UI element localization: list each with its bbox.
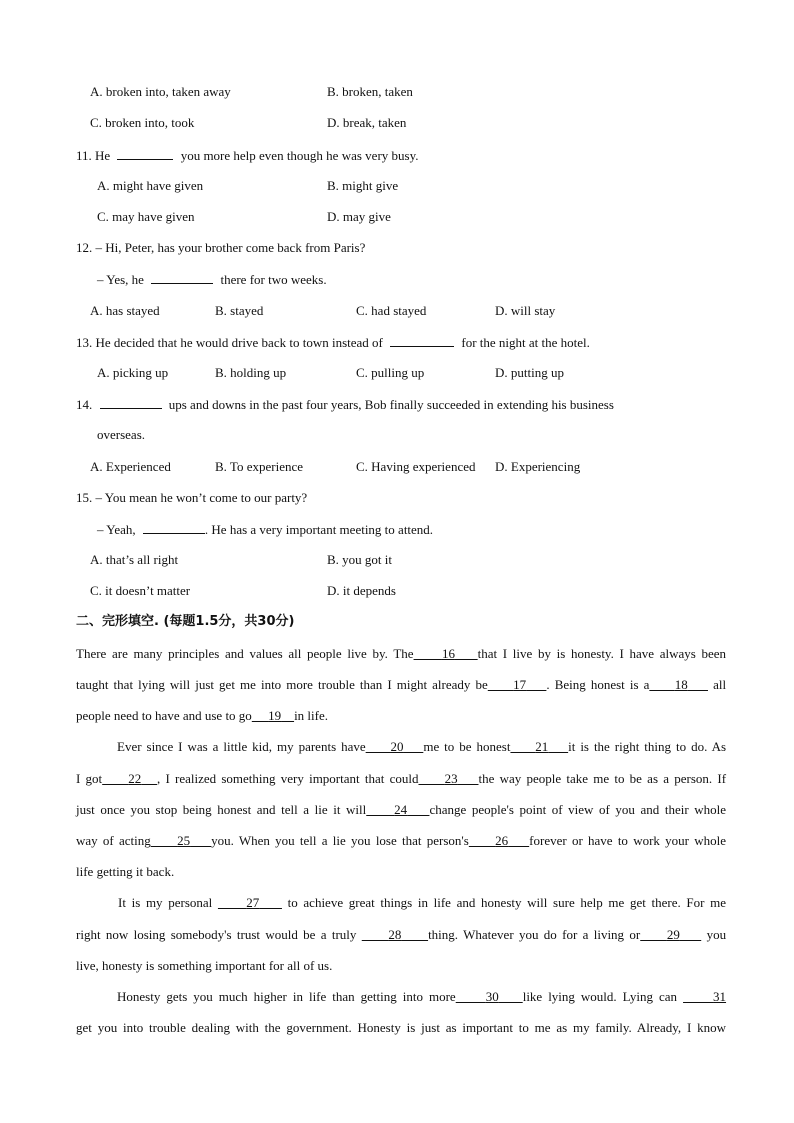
passage-text: you xyxy=(706,927,727,942)
q15-option-c: C. it doesn’t matter xyxy=(90,583,191,598)
blank-23 xyxy=(418,771,478,786)
q13-option-a: A. picking up xyxy=(97,365,169,380)
q12-response-pre: – Yes, he xyxy=(97,272,144,287)
q11-option-c: C. may have given xyxy=(97,209,195,224)
passage-text: it is the right thing to do. As xyxy=(568,739,727,754)
blank-20-number: 20 xyxy=(390,739,404,754)
blank-29-number: 29 xyxy=(666,927,680,942)
passage-text: the way people take me to be as a person. If xyxy=(478,771,727,786)
passage-text: way of acting xyxy=(76,833,151,848)
passage-p3-line3: live, honesty is something important for all of us. xyxy=(76,958,333,973)
passage-text: me to be honest xyxy=(423,739,511,754)
blank-18-number: 18 xyxy=(674,677,688,692)
passage-text: in life. xyxy=(294,708,328,723)
passage-text: . Being honest is a xyxy=(546,677,650,692)
blank-30 xyxy=(456,989,523,1004)
blank-30-number: 30 xyxy=(485,989,499,1004)
q14-option-b: B. To experience xyxy=(215,459,304,474)
passage-text: , I realized something very important that could xyxy=(156,771,419,786)
passage-text: It is my personal xyxy=(118,895,213,910)
q14-option-d: D. Experiencing xyxy=(495,459,581,474)
passage-p1-line2 xyxy=(76,677,726,693)
q11-blank xyxy=(117,147,173,160)
passage-text: right now losing somebody's trust would be a truly xyxy=(76,927,357,942)
q13-option-d: D. putting up xyxy=(495,365,564,380)
blank-21-number: 21 xyxy=(535,739,549,754)
passage-p1-line1 xyxy=(76,646,726,662)
blank-17-number: 17 xyxy=(513,677,527,692)
blank-25 xyxy=(151,833,211,848)
passage-text: you. When you tell a lie you lose that person's xyxy=(211,833,469,848)
blank-24-number: 24 xyxy=(394,802,408,817)
q13-stem-pre: 13. He decided that he would drive back to town instead of xyxy=(76,335,383,350)
passage-text: like lying would. Lying can xyxy=(522,989,678,1004)
q10-option-d: D. break, taken xyxy=(327,115,407,130)
q15-response-pre: – Yeah, xyxy=(97,522,136,537)
blank-20 xyxy=(366,739,424,754)
q12-option-b: B. stayed xyxy=(215,303,264,318)
passage-text: There are many principles and values all people live by. The xyxy=(76,646,414,661)
blank-27-number: 27 xyxy=(246,895,260,910)
q13-blank xyxy=(390,334,454,347)
blank-29 xyxy=(640,927,701,942)
q12-blank xyxy=(151,271,213,284)
q13-option-c: C. pulling up xyxy=(356,365,425,380)
passage-p2-line4 xyxy=(76,833,726,849)
q11-option-a: A. might have given xyxy=(97,178,204,193)
q14-option-c: C. Having experienced xyxy=(356,459,476,474)
q13-stem xyxy=(76,334,590,351)
blank-22 xyxy=(102,771,157,786)
passage-p2-line2 xyxy=(76,771,726,787)
q15-option-d: D. it depends xyxy=(327,583,396,598)
passage-text: thing. Whatever you do for a living or xyxy=(428,927,641,942)
q14-stem xyxy=(76,396,614,413)
passage-p1-line3 xyxy=(76,708,328,724)
passage-p3-line1 xyxy=(118,895,726,911)
passage-text: forever or have to work your whole xyxy=(529,833,727,848)
blank-22-number: 22 xyxy=(128,771,142,786)
passage-p3-line2 xyxy=(76,927,726,943)
passage-text: that I live by is honesty. I have always been xyxy=(477,646,727,661)
blank-28 xyxy=(362,927,428,942)
blank-25-number: 25 xyxy=(177,833,191,848)
blank-18 xyxy=(649,677,708,692)
blank-19-number: 19 xyxy=(268,708,282,723)
q14-blank xyxy=(100,396,162,409)
passage-text: taught that lying will just get me into more trouble than I might already be xyxy=(76,677,488,692)
passage-text: change people's point of view of you and their whole xyxy=(429,802,727,817)
q15-option-a: A. that’s all right xyxy=(90,552,179,567)
blank-26-number: 26 xyxy=(495,833,509,848)
passage-text: just once you stop being honest and tell a lie it will xyxy=(76,802,367,817)
blank-21 xyxy=(510,739,568,754)
q10-option-b: B. broken, taken xyxy=(327,84,413,99)
q12-response-post: there for two weeks. xyxy=(220,272,327,287)
q12-response xyxy=(97,271,327,288)
blank-31 xyxy=(683,989,726,1004)
q10-option-c: C. broken into, took xyxy=(90,115,195,130)
q11-option-b: B. might give xyxy=(327,178,399,193)
passage-p2-line1 xyxy=(117,739,726,755)
q12-option-d: D. will stay xyxy=(495,303,556,318)
blank-26 xyxy=(469,833,529,848)
blank-31-number: 31 xyxy=(713,989,727,1004)
blank-19 xyxy=(252,708,294,723)
blank-24 xyxy=(366,802,429,817)
blank-28-number: 28 xyxy=(388,927,402,942)
q12-option-c: C. had stayed xyxy=(356,303,427,318)
blank-16 xyxy=(414,646,478,661)
passage-p4-line2: get you into trouble dealing with the government. Honesty is just as important to me as my family. Already, I know xyxy=(76,1020,726,1035)
q15-blank xyxy=(143,521,205,534)
q11-stem xyxy=(76,147,418,164)
q14-stem-continued: overseas. xyxy=(97,427,146,442)
passage-p2-line3 xyxy=(76,802,726,818)
q12-stem: 12. – Hi, Peter, has your brother come back from Paris? xyxy=(76,240,366,255)
passage-text: I got xyxy=(76,771,103,786)
passage-p2-line5: life getting it back. xyxy=(76,864,175,879)
passage-p4-line1 xyxy=(117,989,726,1005)
q15-response-post: . He has a very important meeting to attend. xyxy=(204,522,434,537)
q15-option-b: B. you got it xyxy=(327,552,393,567)
q12-option-a: A. has stayed xyxy=(90,303,160,318)
q11-stem-pre: 11. He xyxy=(76,148,111,163)
q15-stem: 15. – You mean he won’t come to our party? xyxy=(76,490,308,505)
passage-text: Ever since I was a little kid, my parents have xyxy=(117,739,366,754)
blank-17 xyxy=(488,677,547,692)
q11-stem-post: you more help even though he was very busy. xyxy=(180,148,419,163)
q11-option-d: D. may give xyxy=(327,209,391,224)
q13-option-b: B. holding up xyxy=(215,365,287,380)
passage-text: all xyxy=(713,677,727,692)
passage-text: people need to have and use to go xyxy=(76,708,252,723)
q14-stem-post: ups and downs in the past four years, Bob finally succeeded in extending his business xyxy=(168,397,614,412)
passage-text: to achieve great things in life and honesty will sure help me get there. For me xyxy=(287,895,727,910)
q10-option-a: A. broken into, taken away xyxy=(90,84,231,99)
q14-stem-pre: 14. xyxy=(76,397,93,412)
blank-16-number: 16 xyxy=(441,646,455,661)
passage-text: Honesty gets you much higher in life than getting into more xyxy=(117,989,456,1004)
blank-27 xyxy=(218,895,282,910)
section-2-heading: 二、完形填空. (每题1.5分，共30分) xyxy=(76,614,295,629)
q14-option-a: A. Experienced xyxy=(90,459,171,474)
q15-response xyxy=(97,521,433,538)
q13-stem-post: for the night at the hotel. xyxy=(461,335,590,350)
blank-23-number: 23 xyxy=(444,771,458,786)
